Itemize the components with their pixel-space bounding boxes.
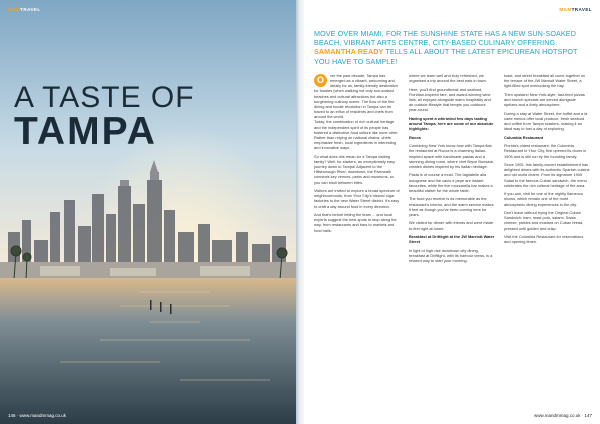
author-byline: SAMANTHA READY [314, 47, 384, 57]
standfirst-tail: TELLS ALL ABOUT THE LATEST EPICUREAN HOTSPOT YOU HAVE TO SAMPLE! [314, 47, 578, 66]
section-tag-right [559, 7, 592, 12]
column1-p3: So what does this mean for a Tampa visiting family? Well, for starters, an exceptionally easy journey down to Tampa! Adjacent to the Hillsborough River, downtown, the Riverwalk connects key venues, parks and museums, so you can stroll between bites. [314, 153, 396, 185]
column3-p4: Florida's oldest restaurant, the Columbia Restaurant in Ybor City, first opened its doors in 1905 and is still run by the founding family. [504, 143, 587, 159]
opening-paragraph [314, 73, 400, 119]
article-column-3 [504, 73, 590, 403]
column1-p5: And that's before letting the team ... and local experts suggest the best spots to stop along the way, from restaurants and bars to markets and food halls. [314, 212, 397, 233]
column3-p1: toast, and street breakfast all come together on the terrace of the JW Marriott Water Street, a light-filled spot overlooking the bay. [504, 73, 586, 89]
right-folio: www.mandmmag.co.uk · 147 [533, 413, 592, 418]
subheading-rocca: Rocca [409, 134, 421, 140]
tampa-skyline-photo [0, 0, 296, 424]
subheading-columbia: Columbia Restaurant [504, 134, 544, 140]
column3-p6: If you can, visit for one of the nightly flamenco shows, which remain one of the most atmospheric dining experiences in the city. [504, 191, 583, 207]
standfirst-lead: MOVE OVER MIAMI, FOR THE SUNSHINE STATE HAS A NEW SUN-SOAKED BEACH, VIBRANT ARTS CENTRE, CITY-BASED CULINARY OFFERING. [314, 29, 576, 48]
column1-p4: Visitors are invited to explore a broad spectrum of neighbourhoods, from Ybor City's historic cigar factories to the new Water Street district. It's easy to craft a day around food in every direction. [314, 188, 400, 209]
standfirst [314, 29, 584, 66]
section-label: TRAVEL [20, 7, 41, 12]
subheading-breakfast: Breakfast at Driftlight at the JW Marriott Water Street [409, 234, 495, 245]
spine-gutter [296, 0, 304, 424]
brand-prefix: M&M [8, 7, 21, 12]
column2-p7: We visited for dinner with friends and were made to feel right at home. [409, 220, 494, 231]
column3-p8: Visit the Columbia Restaurant for reservations and opening times. [504, 234, 584, 245]
drop-cap: O [314, 74, 327, 87]
column1-p1: ver the past decade, Tampa has emerged as a vibrant, welcoming and, ideally for us, family-friendly destination for foodies (when walking not only sun-soaked beaches and cultural attractions but also a burgeoning culinary scene. The flow of the fine dining and foodie revolution in Tampa can be traced to an influx of residents and chefs from around the world. [314, 73, 398, 120]
left-page [0, 0, 296, 424]
article-body [314, 73, 592, 403]
column3-p5: Since 1905, this family-owned establishment has delighted diners with its authentic Spanish cuisine and old world charm. From its signature 1905 Salad to the famous Cuban sandwich, the menu celebrates the rich cultural heritage of the area. [504, 162, 590, 188]
column2-p3: Having spent a whirlwind few days tasting around Tampa, here are some of our absolute highlights: [409, 115, 494, 132]
column3-p7: Don't leave without trying the Original Cuban Sandwich: ham, roast pork, salami, Swiss cheese, pickles and mustard on Cuban bread, pressed until golden and crisp. [504, 210, 584, 231]
column3-p2: Then upstairs! New York-style, fast-fired pizzas and brunch specials are served alongside spritzes and a lively atmosphere. [504, 91, 585, 108]
column3-p3: During a stay at Water Street, the buffet and a la carte menus offer local produce, fresh seafood and coffee from Tampa roasters, making it an ideal way to fuel a day of exploring. [504, 110, 588, 132]
article-column-1 [314, 73, 400, 403]
column2-p6: The food you receive is as memorable as the restaurant's interior, and the warm service makes it feel as though you've been coming here for years. [409, 196, 494, 217]
column2-p1: where we learn well and truly refreshed, we organised a trip around the best eats in town. [409, 73, 487, 84]
title-line-2: TAMPA [14, 110, 157, 153]
brand-prefix-right: M&M [559, 7, 572, 12]
right-page [304, 0, 600, 424]
left-folio: 146 · www.mandmmag.co.uk [8, 413, 67, 418]
column2-p2: Here, you'll find groundbreak and seafood, Floridian-inspired fare, and award-winning wine lists, all enjoyed alongside warm hospitality and an outdoor lifestyle that tempts you outdoors year-round. [409, 86, 491, 113]
section-label-right: TRAVEL [571, 7, 592, 12]
article-column-2 [409, 73, 495, 403]
column2-p8: In light of high-rise downtown city dining, breakfast at Driftlight, with its harbour views, is a relaxed way to start your morning. [409, 247, 493, 264]
section-tag-left [8, 7, 41, 12]
column2-p4: Combining New York know-how with Tampa flair, the restaurant at Rocca is a charming Italian-inspired space with handmade pastas and a stunning dining room, where chef Bryce Bonsack creates dishes inspired by his Italian heritage. [409, 143, 494, 169]
title-line-1: A TASTE OF [14, 81, 195, 114]
column1-p2: Today, the combination of rich cultural heritage and the independent spirit of its people has fostered a distinctive food culture like none other. Rather than relying on national chains, chefs emphasize fresh, local ingredients in interesting and innovative ways. [314, 119, 399, 151]
column2-p5: Pasta is of course a must. The tagliatelle alla bolognese and the cacio e pepe are instant favourites, while the live mozzarella bar makes a beautiful starter for the whole table. [409, 172, 493, 193]
